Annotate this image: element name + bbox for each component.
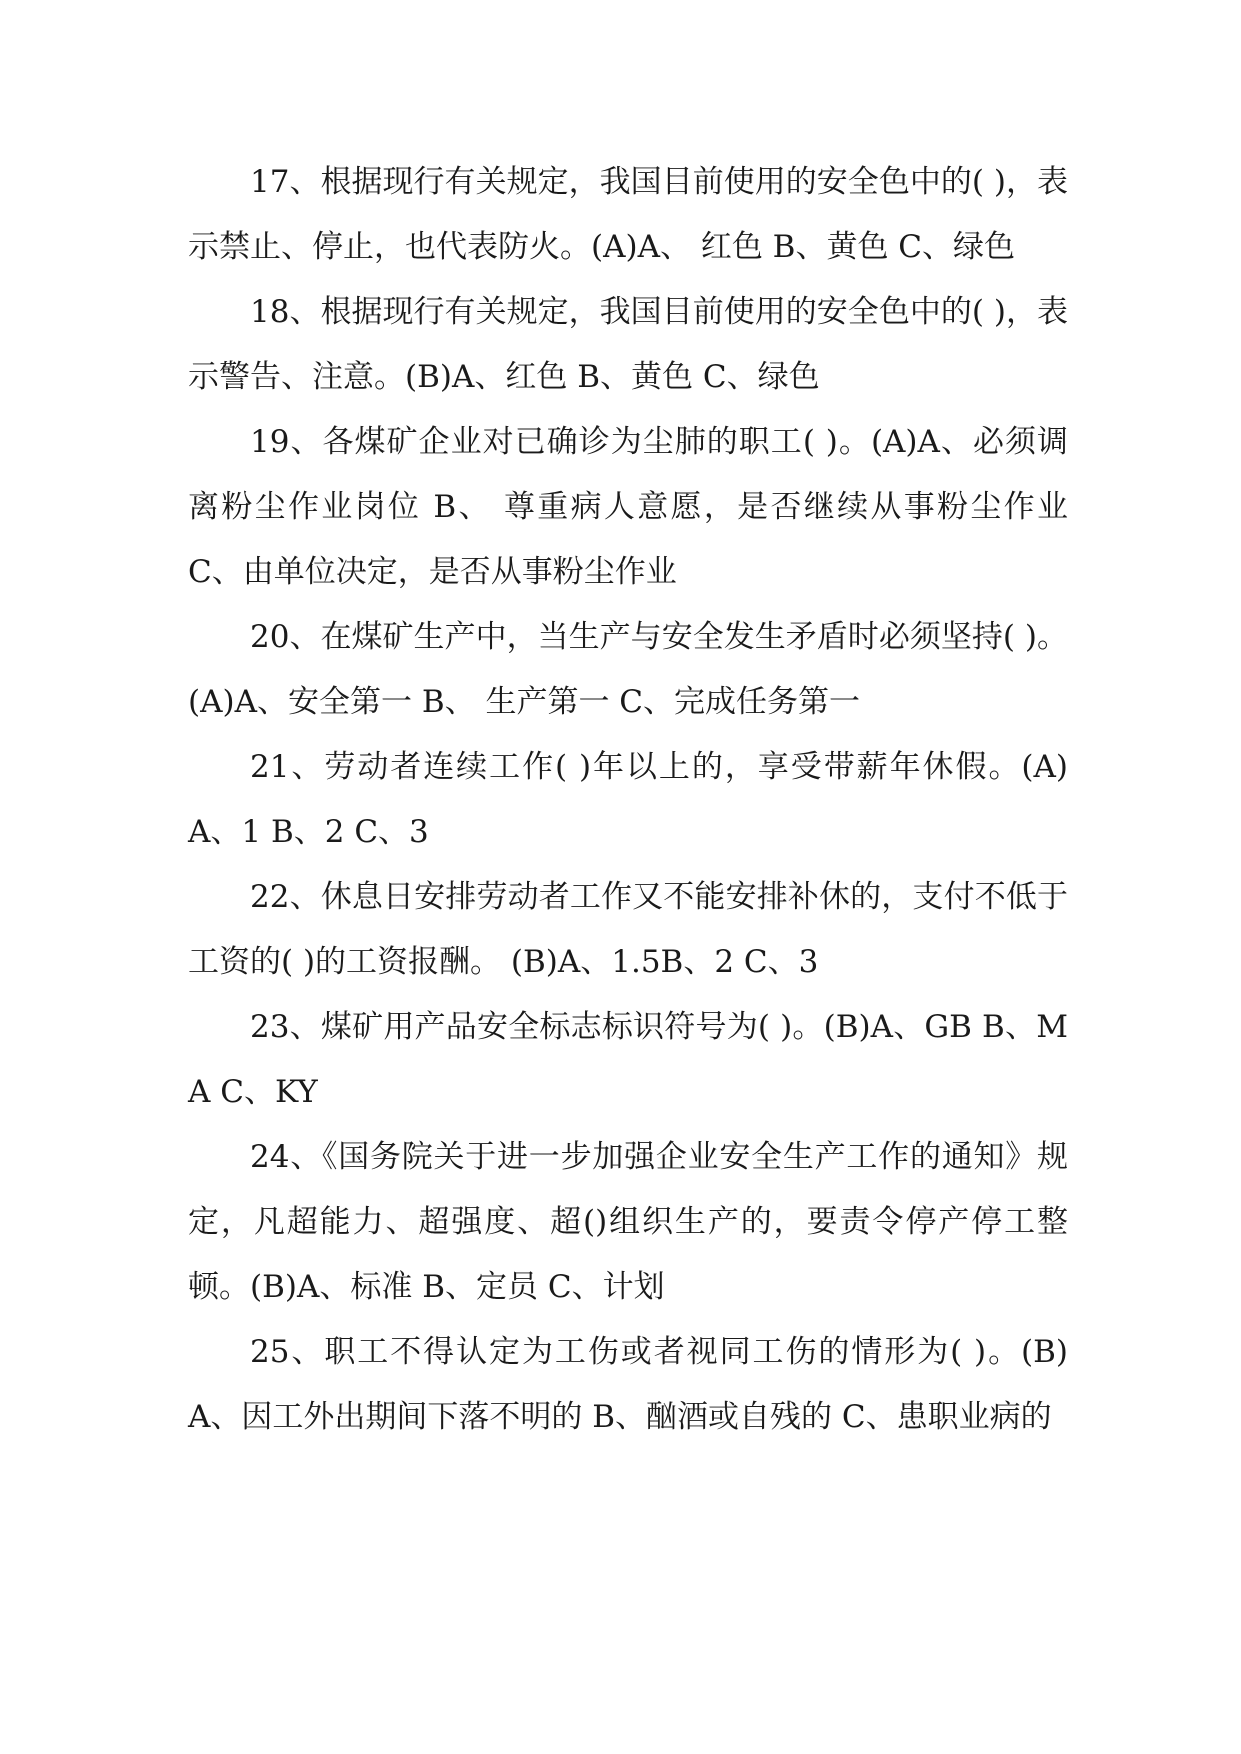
question-24: 24、《国务院关于进一步加强企业安全生产工作的通知》规定，凡超能力、超强度、超()组织生产的，要责令停产停工整顿。(B)A、标准 B、定员 C、计划 xyxy=(188,1139,1068,1305)
question-22: 22、休息日安排劳动者工作又不能安排补休的，支付不低于工资的( )的工资报酬。 (B)A、1.5B、2 C、3 xyxy=(188,879,1068,980)
question-25: 25、职工不得认定为工伤或者视同工伤的情形为( )。(B)A、因工外出期间下落不明的 B、酗酒或自残的 C、患职业病的 xyxy=(188,1334,1068,1435)
question-18: 18、根据现行有关规定，我国目前使用的安全色中的( )，表示警告、注意。(B)A、红色 B、黄色 C、绿色 xyxy=(188,294,1068,395)
document-page xyxy=(188,150,1068,1450)
question-23: 23、煤矿用产品安全标志标识符号为( )。(B)A、GB B、MA C、KY xyxy=(188,1009,1068,1110)
question-17: 17、根据现行有关规定，我国目前使用的安全色中的( )，表示禁止、停止，也代表防火。(A)A、 红色 B、黄色 C、绿色 xyxy=(188,164,1068,265)
question-19: 19、各煤矿企业对已确诊为尘肺的职工( )。(A)A、必须调离粉尘作业岗位 B、 尊重病人意愿，是否继续从事粉尘作业 C、由单位决定，是否从事粉尘作业 xyxy=(188,424,1068,590)
question-21: 21、劳动者连续工作( )年以上的，享受带薪年休假。(A)A、1 B、2 C、3 xyxy=(188,749,1068,850)
question-20: 20、在煤矿生产中，当生产与安全发生矛盾时必须坚持( )。(A)A、安全第一 B、 生产第一 C、完成任务第一 xyxy=(188,619,1068,720)
